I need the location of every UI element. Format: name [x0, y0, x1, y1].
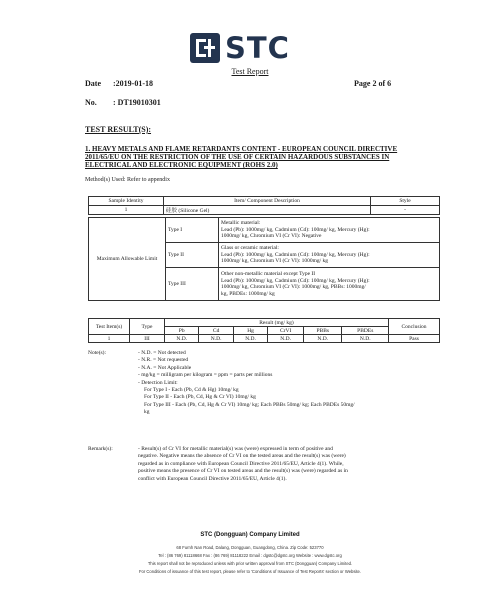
note-line: For Type I - Each (Pb, Cd & Hg) 10mg/ kg [144, 387, 239, 394]
section-title: 1. HEAVY METALS AND FLAME RETARDANTS CONTENT - EUROPEAN COUNCIL DIRECTIVE 2011/65/EU ON THE RESTRICTION OF THE USE OF CERTAIN HAZARDOUS SUBSTANCES IN ELECTRICAL AND ELECTRONIC EQUIPMENT (ROHS 2.0) [85, 145, 398, 169]
type-description [219, 218, 440, 243]
stc-logo [190, 30, 312, 66]
table-header: Item/ Component Description [164, 197, 371, 206]
notes-body [138, 350, 458, 417]
remarks-body [138, 446, 456, 483]
date-value: :2019-01-18 [113, 79, 153, 88]
description-line: 1000mg/ kg, Chromium VI (Cr VI): Negative [221, 233, 322, 240]
note-line: - N.A. = Not Applicable [138, 364, 192, 371]
footer-address: 68 Furnh Nan Road, Dalang, Dongguan, Guangdong, China. Zip Code: 523770 [176, 545, 324, 550]
type-header: Type [130, 319, 165, 335]
note-line: For Type II - Each (Pb, Cd, Hg & Cr VI) 10mg/ kg [144, 394, 256, 401]
table-cell: N.D. [342, 335, 389, 343]
notes-label: Note(s): [88, 350, 107, 356]
page-number: Page 2 of 6 [354, 79, 392, 88]
table-cell: N.D. [165, 335, 199, 343]
remarks-label: Remark(s): [88, 446, 113, 452]
note-line: - N.D. = Not detected [138, 350, 186, 356]
table-row [89, 197, 440, 206]
logo-text: STC [225, 31, 290, 65]
column-header: Pb [165, 327, 199, 335]
table-cell: III [130, 335, 165, 343]
table-cell: 硅胶 (Silicone Gel) [164, 206, 371, 215]
sample-table [88, 196, 440, 215]
column-header: CrVI [268, 327, 304, 335]
table-cell: 1 [89, 206, 164, 215]
note-line: - N.R. = Not requested [138, 357, 189, 364]
remark-line: positive means the presence of Cr VI on tested areas and the result(s) was (were) regarded as in [138, 468, 348, 475]
note-line: kg [144, 409, 150, 416]
result-unit-header: Result (mg/ kg) [165, 319, 389, 327]
column-header: Cd [199, 327, 233, 335]
table-header: Sample Identity [89, 197, 164, 206]
column-header: Hg [233, 327, 267, 335]
report-date [85, 79, 153, 88]
footer-notice: For Conditions of issuance of this test report, please refer to 'Conditions of Issuance of Test Reports' section or Website. [138, 569, 362, 574]
description-line: Lead (Pb): 1000mg/ kg, Cadmium (Cd): 100mg/ kg, Mercury (Hg): [221, 277, 370, 284]
type-description [219, 268, 440, 301]
description-line: 1000mg/ kg, Chromium VI (Cr VI): 1000mg/ kg, PBBs: 1000mg/ [221, 284, 366, 290]
test-item-header: Test Item(s) [89, 319, 130, 335]
column-header: PBDEs [342, 327, 389, 335]
note-line: - mg/kg = milligram per kilogram = ppm = parts per millions [138, 372, 273, 379]
remark-line: conflict with European Council Directive 2011/65/EU, Article 4(1). [138, 475, 287, 482]
type-description [219, 243, 440, 268]
remark-line: - Result(s) of Cr VI for metallic material(s) was (were) expressed in term of positive and [138, 446, 333, 452]
description-line: Other non-metallic material except Type II [221, 271, 316, 277]
table-row [89, 218, 440, 243]
type-label: Type III [166, 268, 219, 301]
table-cell: 1 [89, 335, 130, 343]
stc-logo-icon [190, 33, 220, 63]
max-limit-label: Maximum Allowable Limit [89, 218, 166, 301]
description-line: kg, PBDEs: 1000mg/ kg [221, 290, 275, 297]
table-cell: N.D. [304, 335, 342, 343]
table-cell: N.D. [199, 335, 233, 343]
note-line: - Detection Limit: [138, 379, 178, 386]
table-header: Style [371, 197, 440, 206]
description-line: Metallic material: [221, 220, 261, 227]
description-line: Lead (Pb): 1000mg/ kg, Cadmium (Cd): 100mg/ kg, Mercury (Hg): [221, 251, 370, 258]
table-cell: N.D. [268, 335, 304, 343]
no-label: No. [85, 98, 97, 107]
result-table [88, 318, 440, 343]
table-row [89, 335, 440, 343]
table-cell: - [371, 206, 440, 215]
table-cell: Pass [389, 335, 440, 343]
no-value: : DT19010301 [113, 98, 161, 107]
note-line: For Type III - Each (Pb, Cd, Hg & Cr VI) 10mg/ kg; Each PBBs 50mg/ kg; Each PBDEs 50mg/ [144, 401, 355, 408]
description-line: 1000mg/ kg, Chromium VI (Cr VI): 1000mg/ kg [221, 258, 329, 265]
footer-contact: Tel : (86 769) 81118668 Fax : (86 769) 81118222 Email : dgstc@dgstc.org Website : www.dgstc.org [158, 553, 342, 558]
column-header: PBBs [304, 327, 342, 335]
description-line: Glass or ceramic material: [221, 245, 279, 252]
description-line: Lead (Pb): 1000mg/ kg, Cadmium (Cd): 100mg/ kg, Mercury (Hg): [221, 226, 370, 233]
table-row [89, 206, 440, 215]
conclusion-header: Conclusion [389, 319, 440, 335]
method-used: Method(s) Used: Refer to appendix [85, 177, 170, 183]
footer-company: STC (Dongguan) Company Limited [200, 532, 300, 538]
test-results-heading: TEST RESULT(S): [85, 125, 152, 134]
limit-table [88, 217, 440, 301]
table-cell: N.D. [233, 335, 267, 343]
type-label: Type II [166, 243, 219, 268]
remark-line: negative. Negative means the absence of Cr VI on the tested areas and the result(s) was (were) [138, 453, 346, 460]
table-row [89, 319, 440, 327]
footer-notice: This report shall not be reproduced unless with prior written approval from STC (Dongguan) Company Limited. [147, 561, 353, 566]
type-label: Type I [166, 218, 219, 243]
report-number [85, 98, 161, 107]
date-label: Date [85, 79, 101, 88]
remark-line: regarded as in compliance with European Council Directive 2011/65/EU, Article 4(1). While, [138, 460, 344, 467]
report-title: Test Report [231, 67, 269, 76]
